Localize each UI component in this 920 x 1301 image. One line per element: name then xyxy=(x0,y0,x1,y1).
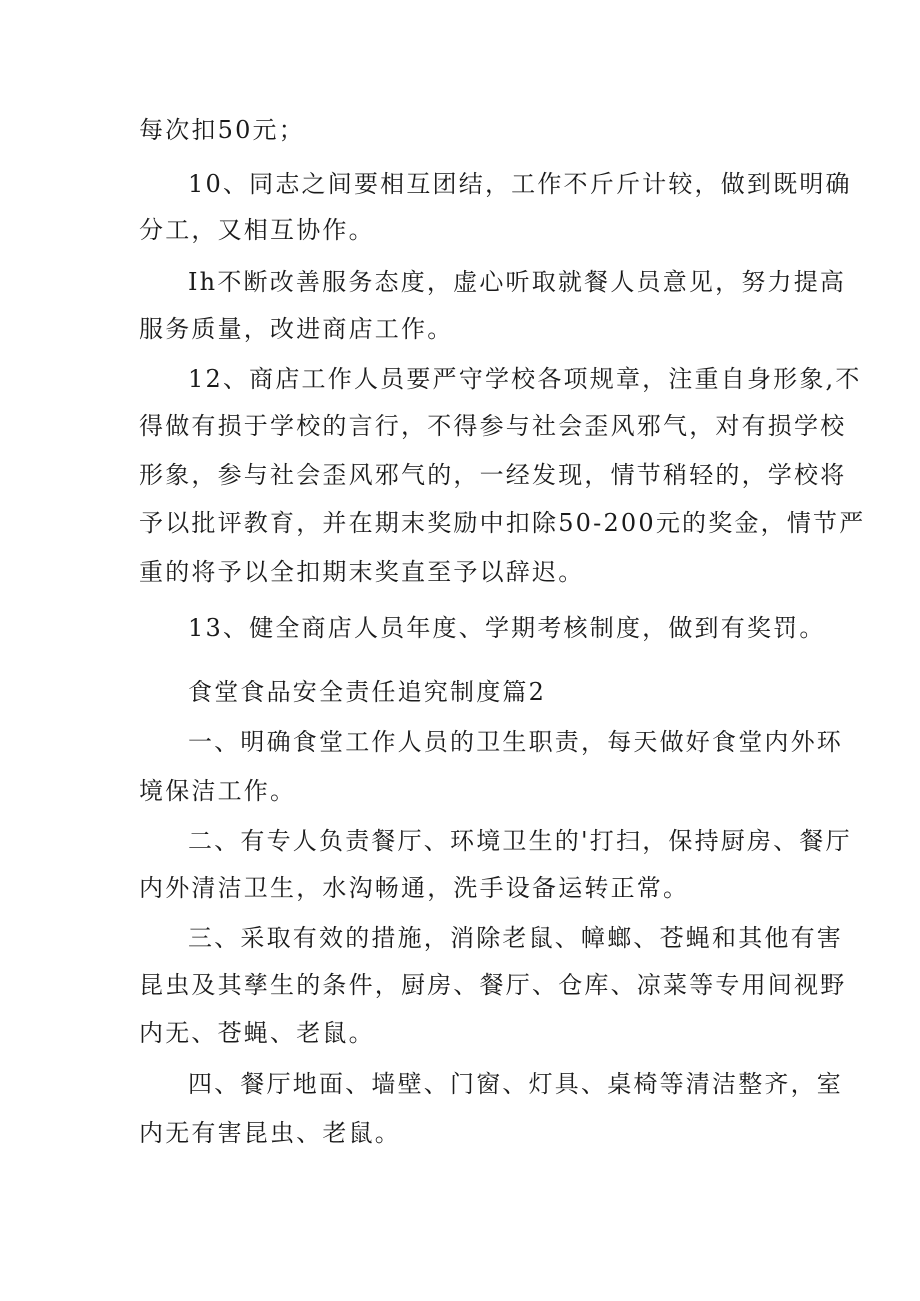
text-line: 予以批评教育，并在期末奖励中扣除50-200元的奖金，情节严 xyxy=(139,509,866,537)
text-line: 分工，又相互协作。 xyxy=(139,216,375,244)
text-line: 形象，参与社会歪风邪气的，一经发现，情节稍轻的，学校将 xyxy=(139,461,847,489)
text-line: 10、同志之间要相互团结，工作不斤斤计较，做到既明确 xyxy=(188,170,852,198)
text-line: 二、有专人负责餐厅、环境卫生的'打扫，保持厨房、餐厅 xyxy=(188,827,852,855)
text-line: 服务质量，改进商店工作。 xyxy=(139,315,454,343)
text-line: 三、采取有效的措施，消除老鼠、幛螂、苍蝇和其他有害 xyxy=(188,924,843,952)
text-line: 内无、苍蝇、老鼠。 xyxy=(139,1019,375,1047)
text-line: 四、餐厅地面、墙壁、门窗、灯具、桌椅等清洁整齐，室 xyxy=(188,1070,843,1098)
text-line: 重的将予以全扣期末奖直至予以辞迟。 xyxy=(139,558,585,586)
text-line: 一、明确食堂工作人员的卫生职责，每天做好食堂内外环 xyxy=(188,728,843,756)
text-line: Ih不断改善服务态度，虚心听取就餐人员意见，努力提高 xyxy=(188,268,847,296)
text-line: 昆虫及其孳生的条件，厨房、餐厅、仓库、凉菜等专用间视野 xyxy=(139,971,847,999)
text-line: 13、健全商店人员年度、学期考核制度，做到有奖罚。 xyxy=(188,614,826,642)
text-line: 得做有损于学校的言行，不得参与社会歪风邪气，对有损学校 xyxy=(139,412,847,440)
text-line: 内外清洁卫生，水沟畅通，洗手设备运转正常。 xyxy=(139,874,690,902)
text-line: 每次扣50元； xyxy=(139,116,305,144)
text-line: 内无有害昆虫、老鼠。 xyxy=(139,1119,401,1147)
section-heading: 食堂食品安全责任追究制度篇2 xyxy=(188,678,547,706)
text-line: 境保洁工作。 xyxy=(139,777,297,805)
text-line: 12、商店工作人员要严守学校各项规章，注重自身形象,不 xyxy=(188,365,862,393)
